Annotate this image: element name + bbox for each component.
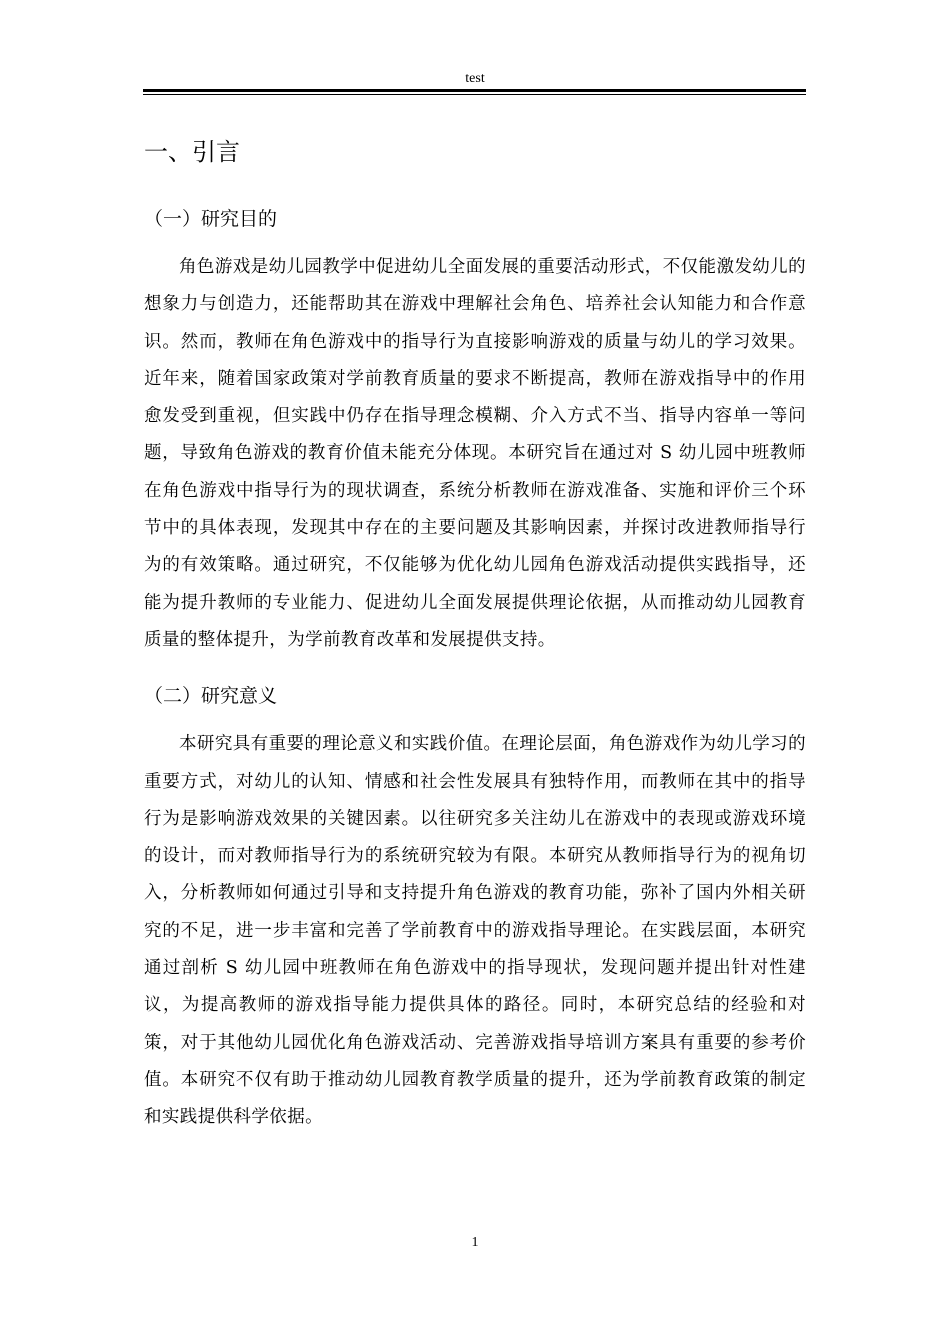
paragraph-significance: 本研究具有重要的理论意义和实践价值。在理论层面，角色游戏作为幼儿学习的重要方式，对幼儿的认知、情感和社会性发展具有独特作用，而教师在其中的指导行为是影响游戏效果的关键因素。以往研究多关注幼儿在游戏中的表现或游戏环境的设计，而对教师指导行为的系统研究较为有限。本研究从教师指导行为的视角切入，分析教师如何通过引导和支持提升角色游戏的教育功能，弥补了国内外相关研究的不足，进一步丰富和完善了学前教育中的游戏指导理论。在实践层面，本研究通过剖析 S 幼儿园中班教师在角色游戏中的指导现状，发现问题并提出针对性建议，为提高教师的游戏指导能力提供具体的路径。同时，本研究总结的经验和对策，对于其他幼儿园优化角色游戏活动、完善游戏指导培训方案具有重要的参考价值。本研究不仅有助于推动幼儿园教育教学质量的提升，还为学前教育政策的制定和实践提供科学依据。	[144, 734, 806, 1128]
section-title: 一、引言	[144, 138, 240, 166]
subsection-title-significance: （二）研究意义	[144, 685, 278, 708]
page-number: 1	[471, 1235, 479, 1250]
paragraph-purpose: 角色游戏是幼儿园教学中促进幼儿全面发展的重要活动形式，不仅能激发幼儿的想象力与创造力，还能帮助其在游戏中理解社会角色、培养社会认知能力和合作意识。然而，教师在角色游戏中的指导行为直接影响游戏的质量与幼儿的学习效果。近年来，随着国家政策对学前教育质量的要求不断提高，教师在游戏指导中的作用愈发受到重视，但实践中仍存在指导理念模糊、介入方式不当、指导内容单一等问题，导致角色游戏的教育价值未能充分体现。本研究旨在通过对 S 幼儿园中班教师在角色游戏中指导行为的现状调查，系统分析教师在游戏准备、实施和评价三个环节中的具体表现，发现其中存在的主要问题及其影响因素，并探讨改进教师指导行为的有效策略。通过研究，不仅能够为优化幼儿园角色游戏活动提供实践指导，还能为提升教师的专业能力、促进幼儿全面发展提供理论依据，从而推动幼儿园教育质量的整体提升，为学前教育改革和发展提供支持。	[144, 257, 806, 650]
page-header: test	[465, 71, 485, 86]
subsection-title-purpose: （一）研究目的	[144, 208, 278, 230]
header-rule-thin	[143, 94, 806, 95]
header-rule-thick	[143, 89, 806, 92]
page-content	[144, 130, 806, 1137]
